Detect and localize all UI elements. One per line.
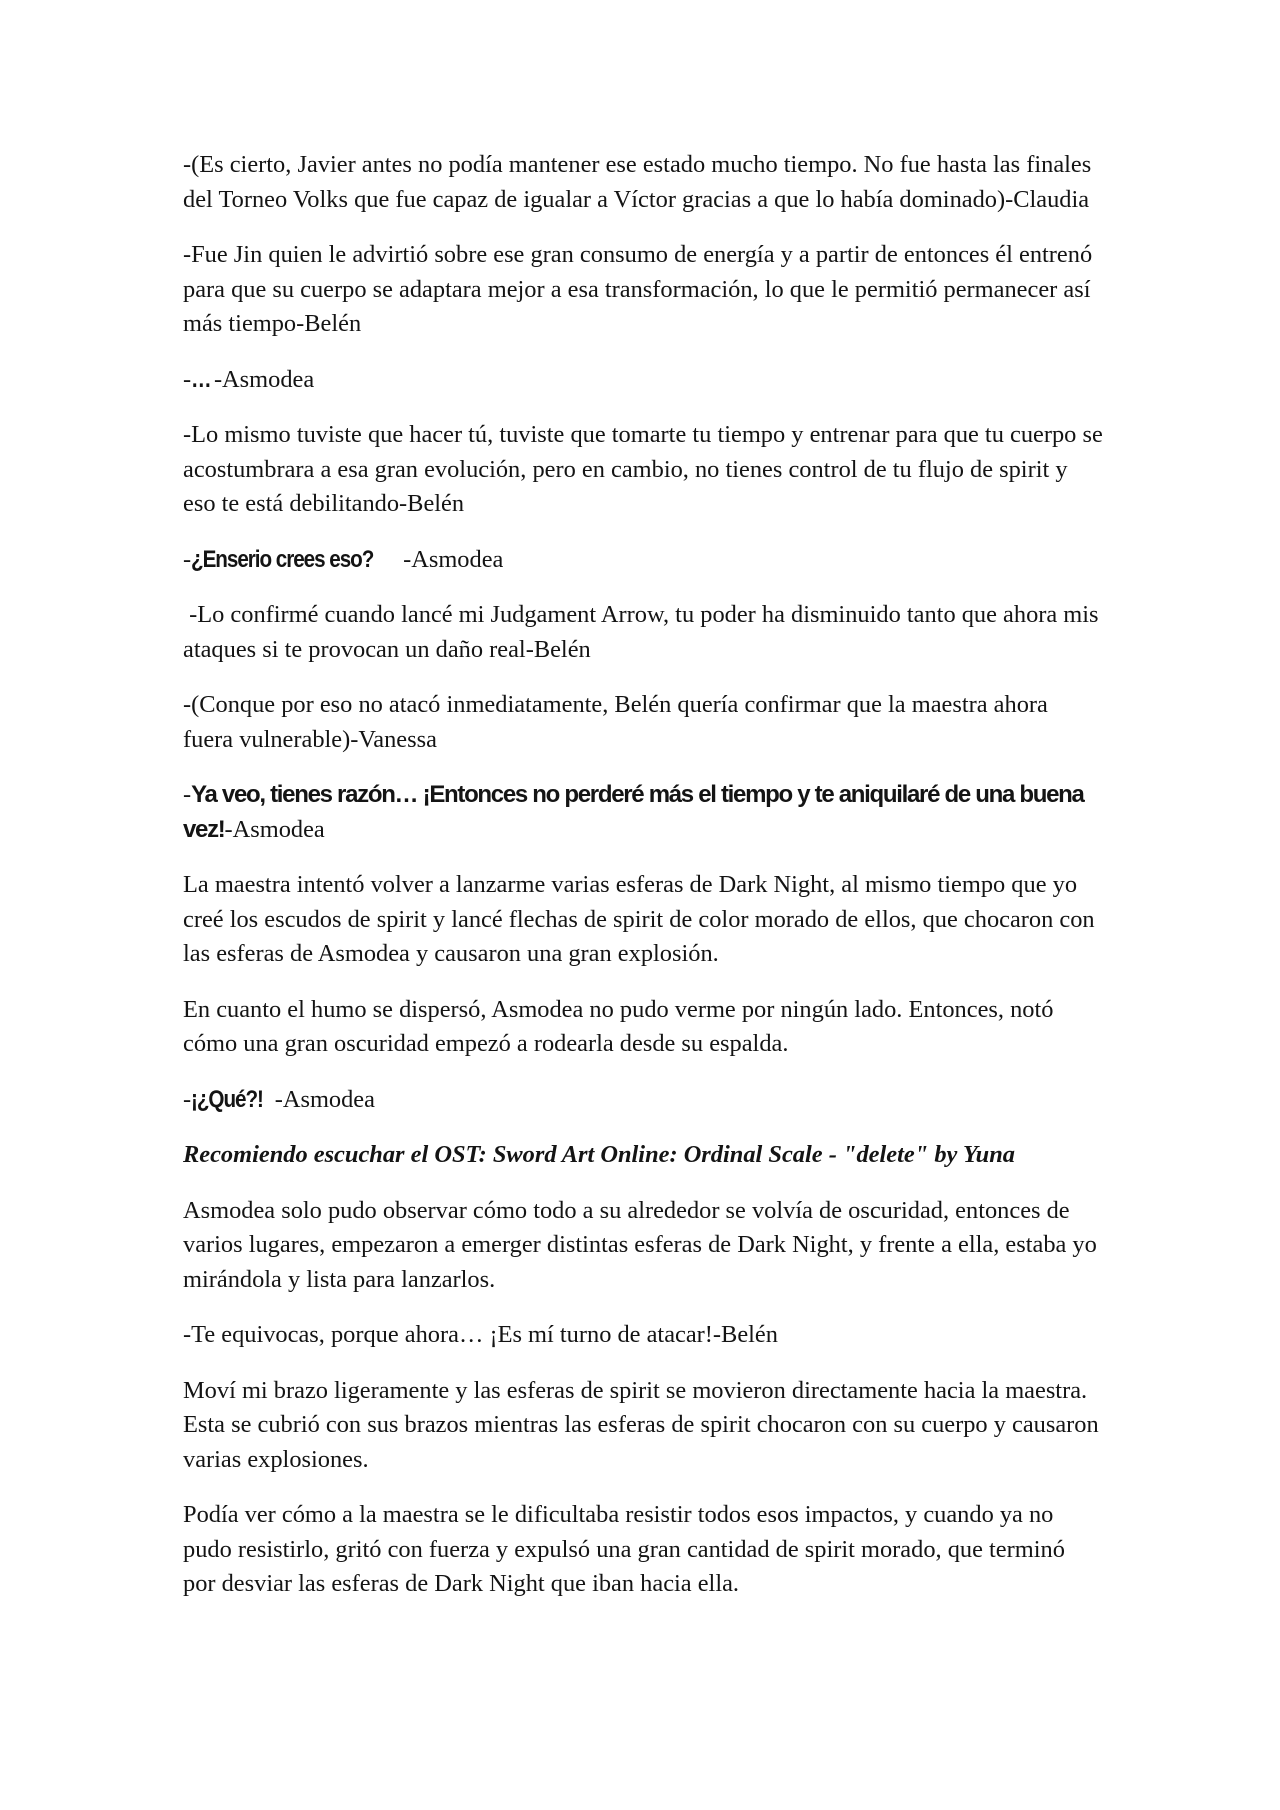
speaker-tag: -Asmodea: [403, 545, 504, 573]
speaker-tag: -Asmodea: [224, 815, 325, 843]
dialogue-dash: -: [183, 365, 192, 393]
paragraph-asmodea-3: [183, 778, 1103, 847]
paragraph-belen-3: -Lo confirmé cuando lancé mi Judgament Arrow, tu poder ha disminuido tanto que ahora mis ataques si te provocan un daño real-Belén: [183, 601, 1105, 663]
paragraph-belen-4: -Te equivocas, porque ahora… ¡Es mí turno de atacar!-Belén: [183, 1321, 778, 1348]
dialogue-dash: -: [183, 781, 192, 808]
speaker-tag: -Asmodea: [213, 365, 315, 393]
dialogue-dash: -: [183, 545, 192, 573]
paragraph-narration-1: La maestra intentó volver a lanzarme varias esferas de Dark Night, al mismo tiempo que yo creé los escudos de spirit y lancé flechas de spirit de color morado de ellos, que chocaron con las esferas de Asmodea y causaron una gran explosión.: [183, 871, 1095, 967]
paragraph-narration-3: Asmodea solo pudo observar cómo todo a su alrededor se volvía de oscuridad, entonces de varios lugares, empezaron a emerger distintas esferas de Dark Night, y frente a ella, estaba yo mirándola y lista para lanzarlos.: [183, 1196, 1097, 1293]
paragraph-claudia-1: -(Es cierto, Javier antes no podía mantener ese estado mucho tiempo. No fue hasta las finales del Torneo Volks que fue capaz de igualar a Víctor gracias a que lo había dominado)-Claudia: [183, 151, 1092, 213]
dialogue-dash: -: [183, 1085, 192, 1113]
paragraph-narration-2: En cuanto el humo se dispersó, Asmodea no pudo verme por ningún lado. Entonces, notó cómo una gran oscuridad empezó a rodearla desde su espalda.: [183, 995, 1054, 1057]
shout-text: ¿Enserio crees eso?: [191, 545, 374, 573]
paragraph-narration-4: Moví mi brazo ligeramente y las esferas de spirit se movieron directamente hacia la maestra. Esta se cubrió con sus brazos mientras las esferas de spirit chocaron con su cuerpo y causaron varias explosiones.: [183, 1376, 1099, 1473]
paragraph-belen-2: -Lo mismo tuviste que hacer tú, tuviste que tomarte tu tiempo y entrenar para que tu cuerpo se acostumbrara a esa gran evolución, pero en cambio, no tienes control de tu flujo de spirit y eso te está debilitando-Belén: [183, 421, 1103, 517]
speaker-tag: -Asmodea: [274, 1085, 375, 1113]
shout-text: …: [191, 365, 211, 393]
shout-text: Ya veo, tienes razón… ¡Entonces no perderé más el tiempo y te aniquilaré de una buena vez!: [183, 781, 1084, 843]
shout-text: ¡¿Qué?!: [191, 1085, 264, 1113]
ost-recommendation: Recomiendo escuchar el OST: Sword Art Online: Ordinal Scale - "delete" by Yuna: [183, 1141, 1015, 1168]
paragraph-asmodea-2: [183, 543, 1103, 578]
paragraph-asmodea-4: [183, 1083, 1103, 1118]
paragraph-narration-5: Podía ver cómo a la maestra se le dificultaba resistir todos esos impactos, y cuando ya no pudo resistirlo, gritó con fuerza y expulsó una gran cantidad de spirit morado, que terminó por desviar las esferas de Dark Night que iban hacia ella.: [183, 1501, 1065, 1597]
document-page: [183, 148, 1103, 1623]
paragraph-vanessa-1: -(Conque por eso no atacó inmediatamente, Belén quería confirmar que la maestra ahora fuera vulnerable)-Vanessa: [183, 691, 1048, 753]
paragraph-asmodea-1: [183, 363, 1103, 398]
paragraph-belen-1: -Fue Jin quien le advirtió sobre ese gran consumo de energía y a partir de entonces él entrenó para que su cuerpo se adaptara mejor a esa transformación, lo que le permitió permanecer así más tiempo-Belén: [183, 241, 1093, 337]
